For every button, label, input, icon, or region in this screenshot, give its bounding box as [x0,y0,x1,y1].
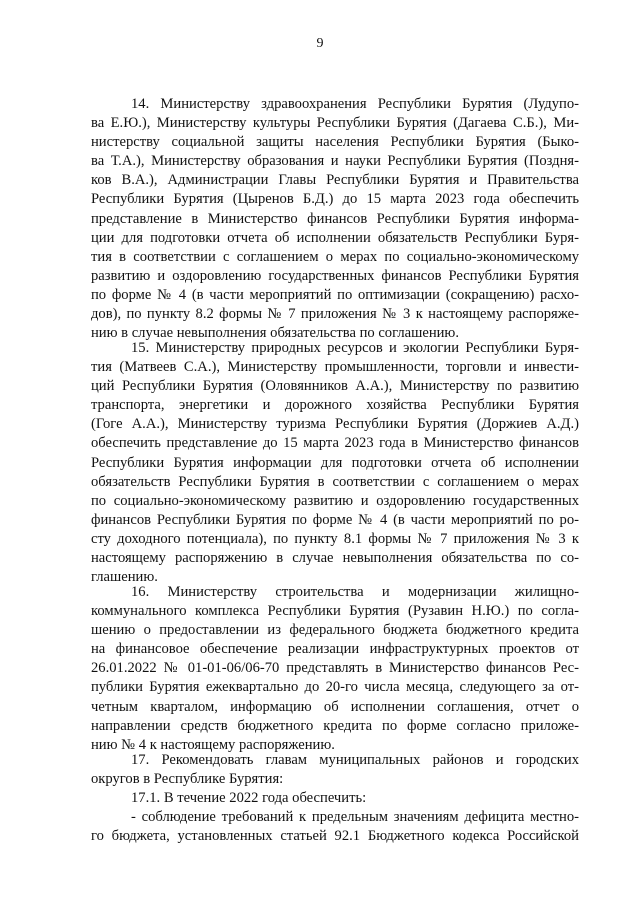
text-line: нию в случае невыполнения обязательства по соглашению. [91,325,459,342]
text-line: транспорта, энергетики и дорожного хозяйства Республики Бурятия [91,397,579,414]
text-line: по форме № 4 (в части мероприятий по оптимизации (сокращению) расхо- [91,286,579,303]
text-line: ва Е.Ю.), Министерству культуры Республики Бурятия (Дагаева С.Б.), Ми- [91,115,579,132]
text-line: нию № 4 к настоящему распоряжению. [91,736,335,753]
text-line: ков В.А.), Администрации Главы Республики Бурятия и Правительства [91,172,579,189]
text-line: настоящему распоряжению в случае невыполнения обязательства по со- [91,550,579,567]
text-line: на финансовое обеспечение реализации инфраструктурных проектов от [91,641,579,658]
text-line: четным кварталом, информацию об исполнении соглашения, отчет о [91,698,579,715]
text-line: 26.01.2022 № 01-01-06/06-70 представлять в Министерство финансов Рес- [91,660,579,677]
paragraph-16 [91,583,579,755]
text-line: сту доходного потенциала), по пункту 8.1 формы № 7 приложения № 3 к [91,530,579,547]
subitem-heading: 17.1. В течение 2022 года обеспечить: [131,790,367,807]
text-line: по социально-экономическому развитию и оздоровлению государственных [91,492,579,509]
text-line: нистерству социальной защиты населения Республики Бурятия (Быко- [91,134,579,151]
text-line: ва Т.А.), Министерству образования и науки Республики Бурятия (Поздня- [91,153,579,170]
text-line: обязательств Республики Бурятия в соответствии с соглашением о мерах [91,473,579,490]
text-line: ции для подготовки отчета об исполнении обязательств Республики Буря- [91,229,579,246]
text-line: 17. Рекомендовать главам муниципальных районов и городских [131,752,579,768]
text-line: коммунального комплекса Республики Бурятия (Рузавин Н.Ю.) по согла- [91,603,579,620]
paragraph-14 [91,95,579,343]
text-line: публики Бурятия ежеквартально до 20-го числа месяца, следующего за от- [91,679,579,696]
text-line: глашению. [91,569,158,586]
text-line: тия в соответствии с соглашением о мерах по социально-экономическому [91,248,579,265]
text-line: 14. Министерству здравоохранения Республики Бурятия (Лудупо- [131,96,579,112]
text-line: 15. Министерству природных ресурсов и экологии Республики Буря- [131,340,579,356]
text-line: Республики Бурятия информации для подготовки отчета об исполнении [91,454,579,471]
page-number: 9 [316,36,324,51]
text-line: направлении средств бюджетного кредита по форме согласно приложе- [91,717,579,734]
text-line: дов), по пункту 8.2 формы № 7 приложения № 3 к настоящему распоряже- [91,306,579,323]
text-line: представление в Министерство финансов Республики Бурятия информа- [91,210,579,227]
paragraph-17 [91,751,579,846]
text-line: обеспечить представление до 15 марта 2023 года в Министерство финансов [91,435,579,452]
text-line: тия (Матвеев С.А.), Министерству промышленности, торговли и инвести- [91,359,579,376]
text-line: 16. Министерству строительства и модернизации жилищно- [131,584,579,600]
paragraph-15 [91,339,579,587]
text-line: го бюджета, установленных статьей 92.1 Бюджетного кодекса Российской [91,828,579,845]
text-line: ций Республики Бурятия (Оловянников А.А.), Министерству по развитию [91,378,579,395]
text-line: финансов Республики Бурятия по форме № 4 (в части мероприятий по ро- [91,511,579,528]
text-line: Республики Бурятия (Цыренов Б.Д.) до 15 марта 2023 года обеспечить [91,191,579,208]
text-line: шению о предоставлении из федерального бюджета бюджетного кредита [91,622,579,639]
text-line: развитию и оздоровлению государственных финансов Республики Бурятия [91,267,579,284]
text-line: округов в Республике Бурятия: [91,771,284,788]
bullet-line: - соблюдение требований к предельным значениям дефицита местно- [131,809,579,826]
text-line: (Гоге А.А.), Министерству туризма Республики Бурятия (Доржиев А.Д.) [91,416,579,433]
